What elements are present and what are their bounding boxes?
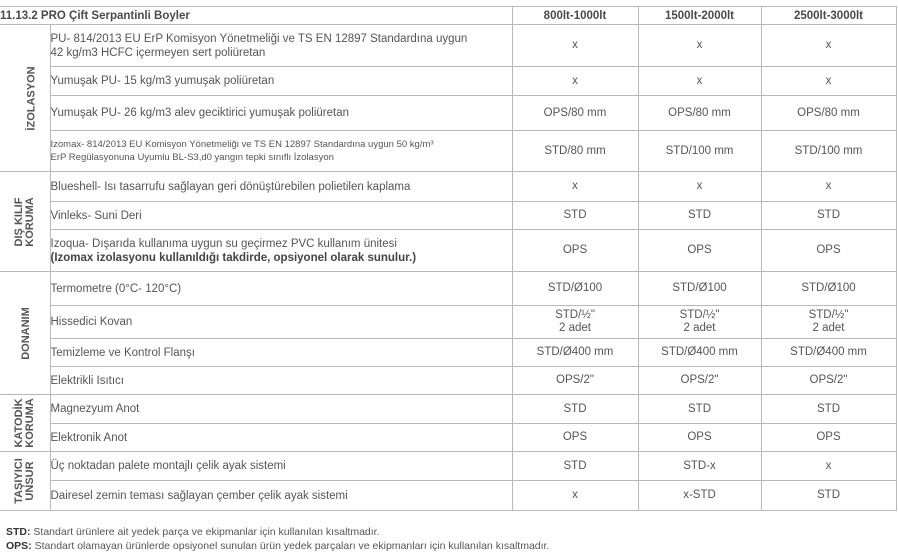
value-cell: STD/Ø100	[761, 272, 896, 306]
feature-cell: Hissedici Kovan	[50, 306, 512, 339]
group-label-dis-kilif-koruma: DIŞ KILIF KORUMA	[0, 172, 50, 272]
feature-cell: Blueshell- Isı tasarrufu sağlayan geri dönüştürebilen polietilen kaplama	[50, 172, 512, 202]
value-cell: x	[761, 452, 896, 481]
table-row	[0, 67, 896, 96]
value-cell: STD	[761, 202, 896, 230]
value-cell: STD	[761, 481, 896, 511]
value-cell: x	[761, 67, 896, 96]
feature-note: (Izomax izolasyonu kullanıldığı takdirde, opsiyonel olarak sunulur.)	[50, 251, 417, 264]
value-cell: x	[512, 481, 638, 511]
value-cell: STD/Ø100	[638, 272, 761, 306]
feature-cell: Izoqua- Dışarıda kullanıma uygun su geçirmez PVC kullanım ünitesi (Izomax izolasyonu kullanıldığı takdirde, opsiyonel olarak sunulur.)	[50, 230, 512, 272]
value-cell: OPS/2"	[761, 367, 896, 395]
table-row	[0, 452, 896, 481]
value-cell: x	[512, 25, 638, 67]
value-cell: OPS	[761, 424, 896, 452]
table-row	[0, 96, 896, 131]
value-cell: STD/Ø100	[512, 272, 638, 306]
column-header-1500-2000: 1500lt-2000lt	[638, 7, 761, 25]
feature-cell: Elektronik Anot	[50, 424, 512, 452]
feature-cell: Elektrikli Isıtıcı	[50, 367, 512, 395]
value-cell: STD	[761, 395, 896, 424]
value-cell: OPS/2"	[512, 367, 638, 395]
value-cell: STD	[512, 202, 638, 230]
table-row	[0, 202, 896, 230]
value-cell: OPS/80 mm	[512, 96, 638, 131]
note-ops: OPS: Standart olamayan ürünlerde opsiyonel sunulan ürün yedek parçaları ve ekipmanları için kullanılan kısaltmadır.	[6, 539, 550, 552]
feature-cell: Üç noktadan palete montajlı çelik ayak sistemi	[50, 452, 512, 481]
table-row	[0, 339, 896, 367]
value-cell: STD/Ø400 mm	[761, 339, 896, 367]
value-cell: x	[638, 172, 761, 202]
feature-cell: Termometre (0°C- 120°C)	[50, 272, 512, 306]
group-label-tasiyici-unsur: TAŞIYICI UNSUR	[0, 452, 50, 511]
table-row	[0, 481, 896, 511]
feature-cell: Vinleks- Suni Deri	[50, 202, 512, 230]
column-header-800-1000: 800lt-1000lt	[512, 7, 638, 25]
value-cell: STD/½" 2 adet	[512, 306, 638, 339]
table-row	[0, 131, 896, 172]
table-row	[0, 230, 896, 272]
value-cell: STD/½" 2 adet	[761, 306, 896, 339]
feature-cell: Izomax- 814/2013 EU Komisyon Yönetmeliği ve TS EN 12897 Standardına uygun 50 kg/m³ ErP Regülasyonuna Uyumlu BL-S3,d0 yangın tepki sınıflı İzolasyon	[50, 131, 512, 172]
value-cell: STD/100 mm	[638, 131, 761, 172]
column-header-2500-3000: 2500lt-3000lt	[761, 7, 896, 25]
table-row	[0, 424, 896, 452]
value-cell: OPS	[638, 230, 761, 272]
table-row	[0, 172, 896, 202]
value-cell: STD	[638, 202, 761, 230]
spec-table	[0, 6, 897, 511]
value-cell: STD	[512, 395, 638, 424]
value-cell: STD/½" 2 adet	[638, 306, 761, 339]
table-title: 11.13.2 PRO Çift Serpantinli Boyler	[0, 7, 512, 25]
value-cell: x	[761, 25, 896, 67]
feature-cell: Yumuşak PU- 15 kg/m3 yumuşak poliüretan	[50, 67, 512, 96]
value-cell: x	[638, 25, 761, 67]
group-label-izolasyon: İZOLASYON	[0, 25, 50, 172]
feature-cell: Temizleme ve Kontrol Flanşı	[50, 339, 512, 367]
feature-cell: PU- 814/2013 EU ErP Komisyon Yönetmeliği ve TS EN 12897 Standardına uygun 42 kg/m3 HCFC içermeyen sert poliüretan	[50, 25, 512, 67]
value-cell: STD/80 mm	[512, 131, 638, 172]
value-cell: OPS/2"	[638, 367, 761, 395]
value-cell: x	[761, 172, 896, 202]
feature-cell: Yumuşak PU- 26 kg/m3 alev geciktirici yumuşak poliüretan	[50, 96, 512, 131]
value-cell: STD/100 mm	[761, 131, 896, 172]
value-cell: OPS	[512, 424, 638, 452]
value-cell: STD/Ø400 mm	[638, 339, 761, 367]
header-row	[0, 7, 896, 25]
value-cell: x	[512, 172, 638, 202]
feature-cell: Dairesel zemin teması sağlayan çember çelik ayak sistemi	[50, 481, 512, 511]
abbreviation-notes	[6, 526, 549, 553]
value-cell: STD	[512, 452, 638, 481]
value-cell: x	[638, 67, 761, 96]
value-cell: STD-x	[638, 452, 761, 481]
value-cell: STD	[638, 395, 761, 424]
value-cell: STD/Ø400 mm	[512, 339, 638, 367]
value-cell: OPS	[512, 230, 638, 272]
group-label-katodik-koruma: KATODİK KORUMA	[0, 395, 50, 452]
table-row	[0, 395, 896, 424]
value-cell: OPS	[638, 424, 761, 452]
value-cell: OPS/80 mm	[761, 96, 896, 131]
value-cell: x	[512, 67, 638, 96]
feature-cell: Magnezyum Anot	[50, 395, 512, 424]
value-cell: OPS/80 mm	[638, 96, 761, 131]
table-row	[0, 306, 896, 339]
value-cell: OPS	[761, 230, 896, 272]
group-label-donanim: DONANIM	[0, 272, 50, 395]
note-std: STD: Standart ürünlere ait yedek parça ve ekipmanlar için kullanılan kısaltmadır.	[6, 526, 380, 538]
table-row	[0, 25, 896, 67]
table-row	[0, 272, 896, 306]
table-row	[0, 367, 896, 395]
value-cell: x-STD	[638, 481, 761, 511]
